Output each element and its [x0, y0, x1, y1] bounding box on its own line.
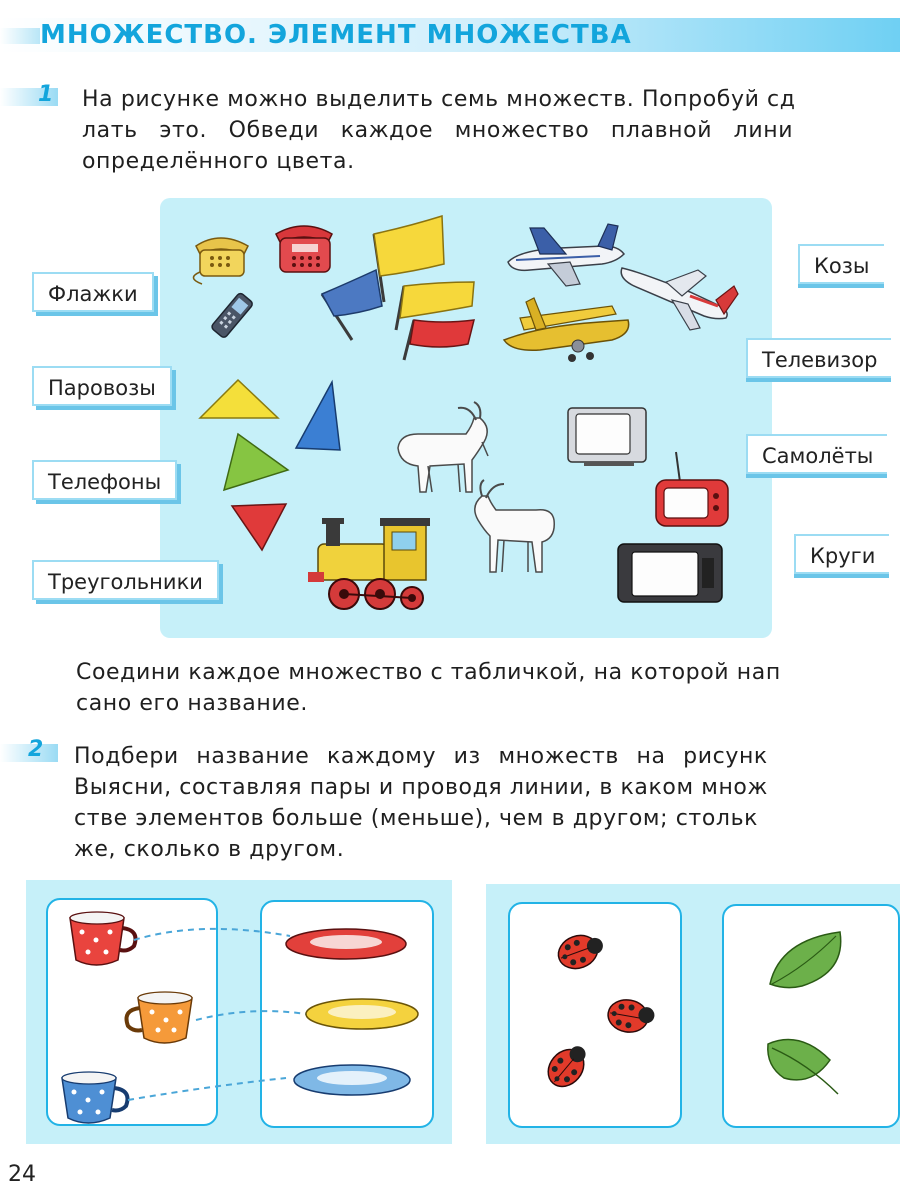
task-2-line-4: же, сколько в другом. [74, 837, 345, 862]
flag-icon [322, 270, 382, 340]
telephone-icon [276, 226, 332, 272]
task-2-number: 2 [28, 737, 44, 762]
label-flags[interactable]: Флажки [32, 272, 154, 312]
flag-icon [404, 320, 474, 360]
plate-icon [306, 999, 418, 1029]
tv-icon [568, 408, 646, 466]
airplane-icon [508, 224, 624, 286]
task-1-line-1: На рисунке можно выделить семь множеств. Попробуй сд [82, 87, 796, 112]
cup-icon [62, 1072, 128, 1123]
task-1-after-line-2: сано его название. [76, 691, 308, 716]
airplane-icon [621, 268, 738, 330]
goat-icon [475, 480, 554, 572]
plate-icon [286, 929, 406, 959]
label-tv[interactable]: Телевизор [746, 338, 891, 378]
cup-icon [127, 992, 193, 1043]
airplane-icon [504, 298, 629, 362]
page-number: 24 [8, 1162, 36, 1187]
leaf-icon [770, 932, 841, 988]
locomotive-icon [308, 518, 430, 609]
tv-icon [618, 544, 722, 602]
task-1-number: 1 [38, 82, 54, 107]
ladybug-icon [541, 1038, 595, 1094]
triangle-icon [224, 434, 288, 490]
task-1-line-2: лать это. Обведи каждое множество плавной лини [82, 118, 794, 143]
task-1-line-3: определённого цвета. [82, 149, 355, 174]
triangle-icon [296, 382, 340, 450]
leaf-icon [768, 1040, 838, 1094]
label-goats[interactable]: Козы [798, 244, 884, 284]
ladybug-icon [554, 928, 608, 974]
label-locomotives[interactable]: Паровозы [32, 366, 172, 406]
mobile-phone-icon [210, 292, 253, 339]
task-2-line-1: Подбери название каждому из множеств на рисунк [74, 744, 768, 769]
tv-icon [656, 452, 728, 526]
label-airplanes[interactable]: Самолёты [746, 434, 887, 474]
label-triangles[interactable]: Треугольники [32, 560, 219, 600]
page-title: МНОЖЕСТВО. ЭЛЕМЕНТ МНОЖЕСТВА [40, 20, 632, 50]
label-circles[interactable]: Круги [794, 534, 889, 574]
task-2-line-3: стве элементов больше (меньше), чем в другом; стольк [74, 806, 759, 831]
triangle-icon [200, 380, 278, 418]
label-telephones[interactable]: Телефоны [32, 460, 177, 500]
task-1-after-line-1: Соедини каждое множество с табличкой, на которой нап [76, 660, 781, 685]
telephone-icon [193, 238, 248, 284]
goat-icon [398, 402, 488, 492]
ladybug-icon [606, 997, 657, 1037]
triangle-icon [232, 504, 286, 550]
plate-icon [294, 1065, 410, 1095]
task-2-line-2: Выясни, составляя пары и проводя линии, в каком множ [74, 775, 768, 800]
cup-icon [70, 912, 136, 965]
